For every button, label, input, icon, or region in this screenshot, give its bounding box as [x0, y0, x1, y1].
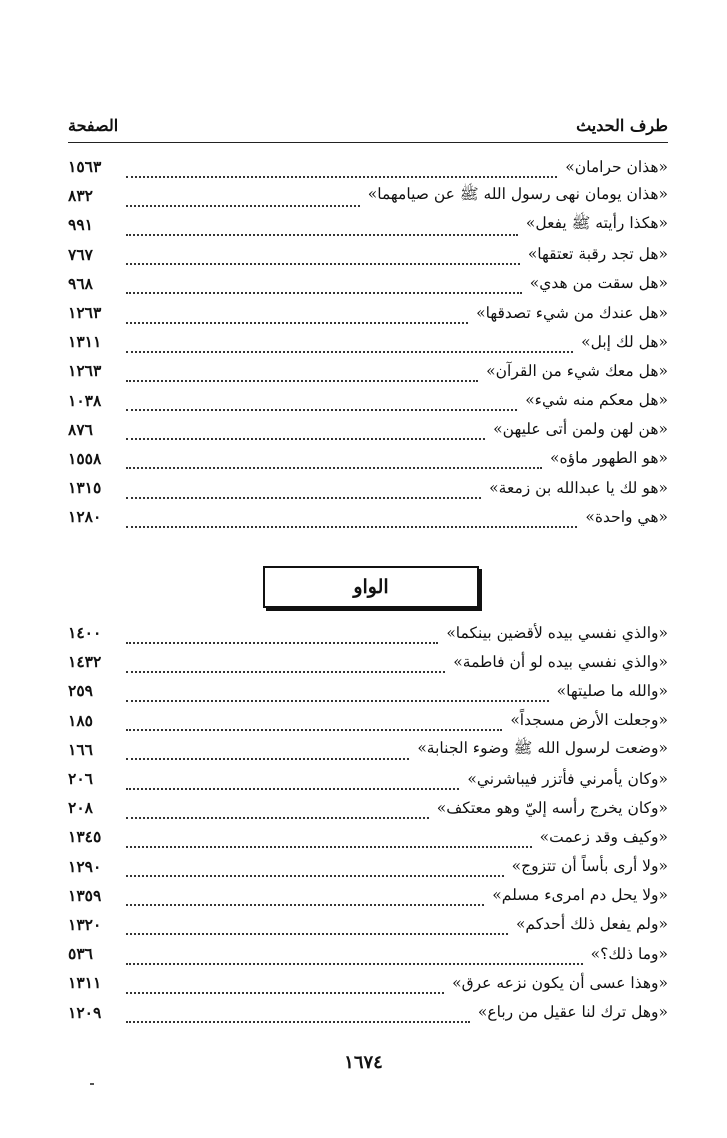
leader-dots — [126, 424, 485, 440]
hadith-text: «ولا يحل دم امرىء مسلم» — [492, 886, 668, 905]
hadith-text: «وما ذلك؟» — [590, 944, 668, 963]
list-item — [68, 386, 668, 415]
leader-dots — [126, 832, 532, 848]
leader-dots — [126, 628, 438, 644]
leader-dots — [126, 1007, 470, 1023]
leader-dots — [126, 949, 583, 965]
hadith-text: «والذي نفسي بيده لو أن فاطمة» — [453, 652, 668, 671]
leader-dots — [126, 919, 508, 935]
hadith-text: «ولا أرى بأساً أن تتزوج» — [511, 857, 668, 876]
hadith-text: «والله ما صليتها» — [556, 681, 668, 700]
leader-dots — [126, 249, 520, 265]
page-ref: ١٣١١ — [68, 973, 102, 993]
list-item — [68, 852, 668, 881]
hadith-text: «وضعت لرسول الله ﷺ وضوء الجنابة» — [417, 738, 668, 757]
list-item — [68, 618, 668, 647]
list-item — [68, 735, 668, 764]
page-ref: ٨٧٦ — [68, 419, 93, 439]
hadith-text: «ولم يفعل ذلك أحدكم» — [515, 915, 668, 934]
list-item — [68, 939, 668, 968]
list-item — [68, 327, 668, 356]
page-ref: ١٦٦ — [68, 739, 93, 759]
leader-dots — [126, 774, 459, 790]
leader-dots — [126, 337, 573, 353]
list-item — [68, 764, 668, 793]
leader-dots — [126, 278, 522, 294]
hadith-column-label: طرف الحديث — [576, 116, 668, 135]
page-number: ١٦٧٤ — [344, 1052, 383, 1073]
leader-dots — [126, 715, 502, 731]
page-ref: ٩٦٨ — [68, 273, 93, 293]
page-ref: ١٢٠٩ — [68, 1002, 102, 1022]
list-item — [68, 181, 668, 210]
leader-dots — [126, 366, 478, 382]
leader-dots — [126, 861, 504, 877]
list-item — [68, 881, 668, 910]
list-item — [68, 910, 668, 939]
page-column-label: الصفحة — [68, 116, 119, 135]
list-item — [68, 269, 668, 298]
page-ref: ١٤٣٢ — [68, 652, 102, 672]
list-item — [68, 444, 668, 473]
hadith-text: «هل تجد رقبة تعتقها» — [527, 245, 668, 264]
leader-dots — [126, 978, 444, 994]
hadith-text: «هذان يومان نهى رسول الله ﷺ عن صيامهما» — [367, 185, 668, 204]
page-ref: ١٣١٥ — [68, 478, 102, 498]
entry-list-top — [68, 152, 668, 531]
hadith-text: «هو لك يا عبدالله بن زمعة» — [489, 478, 668, 497]
page-ref: ١٢٩٠ — [68, 856, 102, 876]
list-item — [68, 793, 668, 822]
hadith-text: «هكذا رأيته ﷺ يفعل» — [525, 214, 668, 233]
page-ref: ٨٣٢ — [68, 186, 93, 206]
page-ref: ١٣١١ — [68, 332, 102, 352]
leader-dots — [126, 191, 360, 207]
list-item — [68, 415, 668, 444]
list-item — [68, 473, 668, 502]
leader-dots — [126, 308, 468, 324]
scan-speck — [90, 1083, 94, 1085]
list-item — [68, 356, 668, 385]
section-title: الواو — [353, 576, 389, 598]
hadith-text: «وجعلت الأرض مسجداً» — [510, 711, 668, 730]
page-ref: ٩٩١ — [68, 215, 93, 235]
list-item — [68, 298, 668, 327]
page-ref: ١٠٣٨ — [68, 390, 102, 410]
page-ref: ١٨٥ — [68, 710, 93, 730]
hadith-text: «هل معك شيء من القرآن» — [486, 361, 668, 380]
list-item — [68, 152, 668, 181]
hadith-text: «هل سقت من هدي» — [529, 274, 668, 293]
page-ref: ١٢٦٣ — [68, 361, 102, 381]
leader-dots — [126, 686, 549, 702]
page-ref: ١٣٤٥ — [68, 827, 102, 847]
page-ref: ٢٠٨ — [68, 798, 93, 818]
page-ref: ٢٥٩ — [68, 681, 93, 701]
page-ref: ٥٣٦ — [68, 944, 93, 964]
page-ref: ١٥٥٨ — [68, 448, 102, 468]
leader-dots — [126, 890, 484, 906]
list-item — [68, 676, 668, 705]
list-item — [68, 240, 668, 269]
leader-dots — [126, 744, 409, 760]
leader-dots — [126, 657, 445, 673]
list-item — [68, 706, 668, 735]
page-ref: ١٥٦٣ — [68, 157, 102, 177]
hadith-text: «وكان يأمرني فأتزر فيباشرني» — [467, 769, 668, 788]
list-item — [68, 997, 668, 1026]
page-ref: ١٤٠٠ — [68, 623, 102, 643]
page-ref: ٧٦٧ — [68, 244, 93, 264]
hadith-text: «هو الطهور ماؤه» — [549, 449, 668, 468]
entry-list-bottom — [68, 618, 668, 1027]
leader-dots — [126, 162, 557, 178]
hadith-text: «هن لهن ولمن أتى عليهن» — [493, 420, 668, 439]
hadith-text: «والذي نفسي بيده لأقضين بينكما» — [446, 623, 668, 642]
leader-dots — [126, 395, 517, 411]
hadith-text: «هي واحدة» — [585, 507, 668, 526]
leader-dots — [126, 453, 542, 469]
section-heading-box — [263, 566, 479, 608]
column-header — [68, 112, 668, 143]
page-ref: ١٣٥٩ — [68, 885, 102, 905]
list-item — [68, 502, 668, 531]
list-item — [68, 647, 668, 676]
leader-dots — [126, 220, 518, 236]
page-ref: ١٢٨٠ — [68, 507, 102, 527]
hadith-text: «هل لك إبل» — [581, 332, 668, 351]
hadith-text: «وكان يخرج رأسه إليّ وهو معتكف» — [436, 798, 668, 817]
leader-dots — [126, 803, 429, 819]
list-item — [68, 822, 668, 851]
leader-dots — [126, 512, 577, 528]
hadith-text: «وكيف وقد زعمت» — [539, 827, 668, 846]
page-ref: ١٣٢٠ — [68, 914, 102, 934]
list-item — [68, 210, 668, 239]
list-item — [68, 968, 668, 997]
leader-dots — [126, 483, 481, 499]
hadith-text: «وهذا عسى أن يكون نزعه عرق» — [452, 973, 668, 992]
hadith-text: «هل عندك من شيء تصدقها» — [476, 303, 668, 322]
hadith-text: «وهل ترك لنا عقيل من رباع» — [477, 1003, 668, 1022]
page-ref: ١٢٦٣ — [68, 303, 102, 323]
page-ref: ٢٠٦ — [68, 769, 93, 789]
hadith-text: «هذان حرامان» — [565, 157, 668, 176]
hadith-text: «هل معكم منه شيء» — [525, 391, 668, 410]
